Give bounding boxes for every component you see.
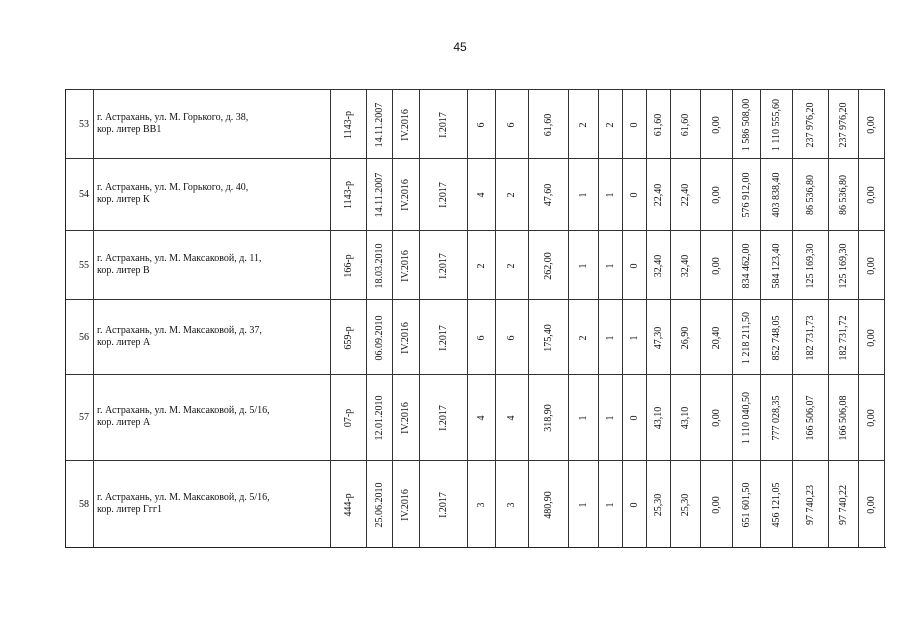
row-number: 55 [79,259,89,271]
cell-value: 777 028,35 [770,395,782,441]
cell-value: 25,30 [679,493,691,516]
cell-value: 61,60 [542,113,554,136]
cell-value: 237 976,20 [837,102,849,147]
row-number: 57 [79,412,89,423]
cell-value: 07-р [342,408,354,428]
cell-value: 480,90 [542,490,554,519]
cell-value: I.2017 [437,324,449,351]
cell-value: 1 [577,263,589,268]
cell-value: 0,00 [865,328,877,347]
cell-value: 0,00 [865,115,877,134]
cell-value: 166-р [342,253,354,278]
cell-value: IV.2016 [400,108,411,141]
cell-value: 0,00 [865,409,877,427]
cell-value: 43,10 [652,406,664,430]
cell-value: 26,90 [679,326,691,349]
cell-value: 166 506,07 [804,395,816,441]
cell-value: I.2017 [437,111,449,138]
cell-value: 182 731,73 [804,315,816,360]
cell-value: IV.2016 [400,249,411,282]
cell-value: 444-р [342,492,354,517]
cell-value: 182 731,72 [837,315,849,360]
row-number: 58 [79,498,89,510]
address-line-1: г. Астрахань, ул. М. Максаковой, д. 5/16, [97,491,270,503]
cell-value: 1 218 211,50 [740,311,752,364]
cell-value: IV.2016 [400,179,411,211]
cell-value: 456 121,05 [770,482,782,527]
cell-value: 86 536,80 [837,175,849,215]
cell-value: IV.2016 [400,488,411,521]
address-line-2: кор. литер А [97,417,151,428]
cell-value: 318,90 [542,404,554,432]
cell-value: 6 [475,335,487,340]
cell-value: 0,00 [865,186,877,204]
cell-value: 97 740,22 [837,484,849,525]
cell-value: 2 [577,335,589,340]
address-line-2: кор. литер К [97,194,150,205]
cell-value: 0,00 [710,409,722,427]
cell-value: 576 912,00 [740,172,752,218]
cell-value: 1 [628,335,640,340]
cell-value: 14.11.2007 [373,102,385,147]
cell-value: 0 [628,502,640,507]
cell-value: I.2017 [437,252,449,279]
row-number: 54 [79,189,89,200]
cell-value: 2 [506,192,517,198]
cell-value: IV.2016 [400,402,411,434]
cell-value: 1 110 555,60 [770,98,782,151]
cell-value: 0,00 [710,256,722,275]
cell-value: 0 [628,122,640,127]
cell-value: 22,40 [679,183,691,207]
cell-value: 1 [604,335,616,340]
cell-value: 1 [604,192,616,198]
cell-value: I.2017 [437,491,449,518]
cell-value: 4 [475,415,487,421]
cell-value: 584 123,40 [770,243,782,288]
cell-value: 22,40 [652,183,664,207]
cell-value: I.2017 [437,405,449,431]
page-number: 45 [453,40,467,54]
cell-value: 61,60 [679,113,691,136]
cell-value: 1 110 040,50 [740,391,752,445]
cell-value: 97 740,23 [804,484,816,525]
cell-value: I.2017 [437,182,449,208]
cell-value: 47,60 [542,183,554,207]
cell-value: 0 [628,415,640,421]
cell-value: 0 [628,263,640,268]
cell-value: 25,30 [652,493,664,516]
cell-value: 14.11.2007 [373,172,385,218]
cell-value: 0,00 [865,256,877,275]
cell-value: 1143-р [342,110,354,139]
cell-value: 4 [506,415,517,421]
cell-value: 0,00 [710,186,722,204]
cell-value: 1 586 508,00 [740,98,752,151]
cell-value: 1143-р [342,181,354,209]
cell-value: 0,00 [710,115,722,134]
address-line-1: г. Астрахань, ул. М. Максаковой, д. 37, [97,324,262,336]
cell-value: 06.09.2010 [373,315,385,360]
cell-value: 43,10 [679,406,691,430]
cell-value: 125 169,30 [804,243,816,288]
cell-value: 1 [604,502,616,507]
cell-value: 659-р [342,325,354,350]
address-line-2: кор. литер ВВ1 [97,123,162,135]
address-line-1: г. Астрахань, ул. М. Горького, д. 38, [97,111,249,123]
cell-value: 834 462,00 [740,243,752,288]
cell-value: 6 [475,122,487,127]
cell-value: 262,00 [542,251,554,280]
table-frame [65,89,886,548]
cell-value: 1 [577,502,589,507]
address-line-1: г. Астрахань, ул. М. Горького, д. 40, [97,182,249,193]
cell-value: 86 536,80 [804,175,816,215]
row-number: 56 [79,331,89,343]
cell-value: 32,40 [679,254,691,277]
cell-value: 651 601,50 [740,482,752,527]
cell-value: 166 506,08 [837,395,849,441]
cell-value: 12.01.2010 [373,395,385,441]
cell-value: 2 [506,263,517,268]
cell-value: 1 [604,415,616,421]
cell-value: 175,40 [542,323,554,352]
cell-value: 0,00 [865,495,877,514]
address-line-2: кор. литер Ггг1 [97,503,162,515]
address-line-2: кор. литер А [97,336,151,348]
cell-value: 61,60 [652,113,664,136]
cell-value: 125 169,30 [837,243,849,288]
row-number: 53 [79,118,89,130]
cell-value: 403 838,40 [770,172,782,218]
cell-value: 3 [506,502,517,507]
cell-value: 1 [577,192,589,198]
cell-value: 6 [506,335,517,340]
cell-value: 1 [604,263,616,268]
cell-value: 4 [475,192,487,198]
cell-value: 47,30 [652,326,664,349]
cell-value: 2 [604,122,616,127]
cell-value: 2 [577,122,589,127]
table-right-border [884,89,885,547]
cell-value: 25.06.2010 [373,482,385,527]
address-line-1: г. Астрахань, ул. М. Максаковой, д. 11, [97,252,262,264]
cell-value: 3 [475,502,487,507]
cell-value: 2 [475,263,487,268]
cell-value: 20,40 [710,326,722,349]
cell-value: 852 748,05 [770,315,782,360]
cell-value: 6 [506,122,517,127]
cell-value: IV.2016 [400,321,411,354]
cell-value: 0 [628,192,640,198]
address-line-1: г. Астрахань, ул. М. Максаковой, д. 5/16, [97,405,270,416]
cell-value: 1 [577,415,589,421]
address-line-2: кор. литер В [97,264,150,276]
cell-value: 0,00 [710,495,722,514]
cell-value: 237 976,20 [804,102,816,147]
cell-value: 18.03.2010 [373,243,385,288]
cell-value: 32,40 [652,254,664,277]
